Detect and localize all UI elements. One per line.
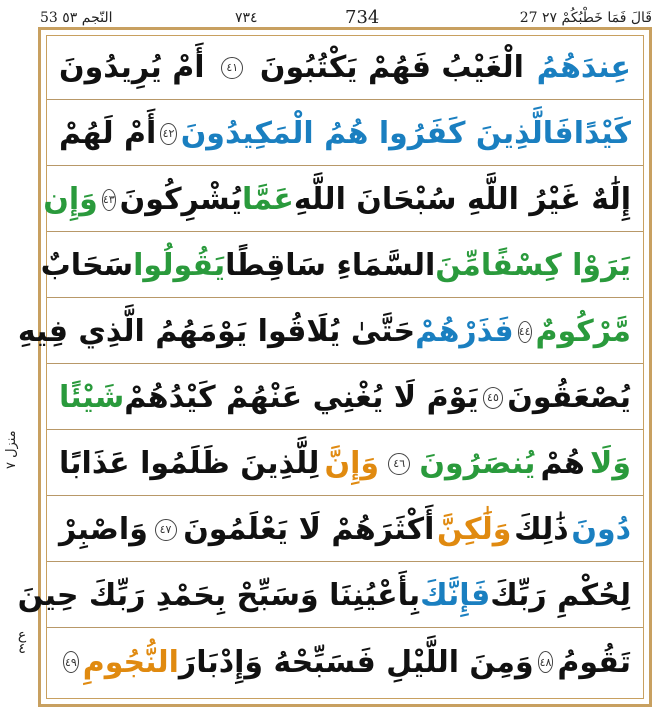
verse-text: وَإِنَّ	[324, 446, 380, 482]
verse-text: فَالَّذِينَ كَفَرُوا هُمُ الْمَكِيدُونَ	[180, 116, 574, 152]
ayah-number-marker: ٤٥	[483, 387, 504, 409]
ayah-number-marker: ٤٣	[102, 189, 116, 211]
verse-text: فَإِنَّكَ	[420, 578, 491, 614]
verse-line	[47, 36, 643, 100]
verse-text: بِأَعْيُنِنَا وَسَبِّحْ بِحَمْدِ رَبِّكَ حِينَ	[17, 578, 421, 614]
verse-text: أَكْثَرَهُمْ لَا يَعْلَمُونَ	[183, 512, 435, 548]
verse-text: يُصْعَقُونَ	[507, 380, 631, 416]
ayah-number-marker: ٤٤	[518, 321, 532, 343]
verse-line	[40, 234, 643, 298]
ayah-number-marker: ٤٨	[538, 651, 554, 673]
verse-text: حَتَّىٰ يُلَاقُوا يَوْمَهُمُ الَّذِي فِيهِ	[17, 314, 416, 350]
verse-text: دُونَ	[571, 512, 631, 548]
verse-line	[47, 630, 643, 694]
verse-line	[43, 168, 643, 232]
verse-text: ذَٰلِكَ	[514, 512, 569, 548]
verse-line	[47, 432, 643, 496]
manzil-label: منزل ٧	[4, 430, 19, 470]
verse-text: شَيْئًا	[59, 380, 125, 416]
verse-text: يَرَوْا كِسْفًا	[480, 248, 631, 284]
verse-text: وَلَا	[590, 446, 631, 482]
verse-line	[47, 498, 643, 562]
verse-text: أَمْ يُرِيدُونَ	[59, 50, 205, 86]
arabic-page-number: ٧٣٤	[235, 10, 258, 26]
verse-text: عِندَهُمُ	[536, 50, 631, 86]
verse-text: الْغَيْبُ فَهُمْ يَكْتُبُونَ	[259, 50, 524, 86]
verse-text: عَمَّا	[241, 182, 294, 218]
ruku-mark: ع ٤	[17, 627, 27, 657]
verse-text: وَمِنَ اللَّيْلِ فَسَبِّحْهُ وَإِدْبَارَ	[178, 644, 534, 680]
verse-line	[47, 102, 643, 166]
juz-name-header: 27 قَالَ فَمَا خَطْبُكُمْ ٢٧	[519, 10, 652, 26]
verse-text: أَمْ لَهُمْ	[59, 116, 157, 152]
ayah-number-marker: ٤٩	[63, 651, 79, 673]
ayah-number-marker: ٤٧	[155, 519, 177, 541]
verse-text: وَإِن	[43, 182, 98, 218]
verse-line	[17, 300, 643, 364]
verse-text: مِّنَ	[435, 248, 481, 284]
verse-text: وَلَٰكِنَّ	[437, 512, 512, 548]
ayah-number-marker: ٤٦	[388, 453, 410, 475]
verse-text: لِحُكْمِ رَبِّكَ	[490, 578, 631, 614]
verse-text: النُّجُومِ	[82, 644, 179, 680]
verse-text: كَيْدًا	[573, 116, 631, 152]
verse-line	[17, 564, 643, 628]
ayah-number-marker: ٤٢	[160, 123, 176, 145]
verse-text: هُمْ	[540, 446, 585, 482]
verse-text: يَقُولُوا	[133, 248, 226, 284]
verse-text: إِلَٰهٌ غَيْرُ اللَّهِ سُبْحَانَ اللَّهِ	[293, 182, 631, 218]
verse-text: السَّمَاءِ سَاقِطًا	[225, 248, 436, 284]
verse-text: تَقُومُ	[557, 644, 631, 680]
ayah-number-marker: ٤١	[221, 57, 243, 79]
verse-text: يُشْرِكُونَ	[119, 182, 242, 218]
verse-text: يَوْمَ لَا يُغْنِي عَنْهُمْ كَيْدُهُمْ	[124, 380, 479, 416]
verse-line	[47, 366, 643, 430]
page-number: 734	[345, 7, 380, 28]
verse-text: سَحَابٌ	[40, 248, 134, 284]
verse-text: فَذَرْهُمْ	[415, 314, 514, 350]
surah-name-header: 53 النّجم ٥٣	[40, 10, 113, 26]
verse-text: يُنصَرُونَ	[419, 446, 536, 482]
verse-text: وَاصْبِرْ	[59, 512, 148, 548]
verse-text: لِلَّذِينَ ظَلَمُوا عَذَابًا	[59, 446, 320, 482]
verse-text: مَّرْكُومٌ	[535, 314, 631, 350]
